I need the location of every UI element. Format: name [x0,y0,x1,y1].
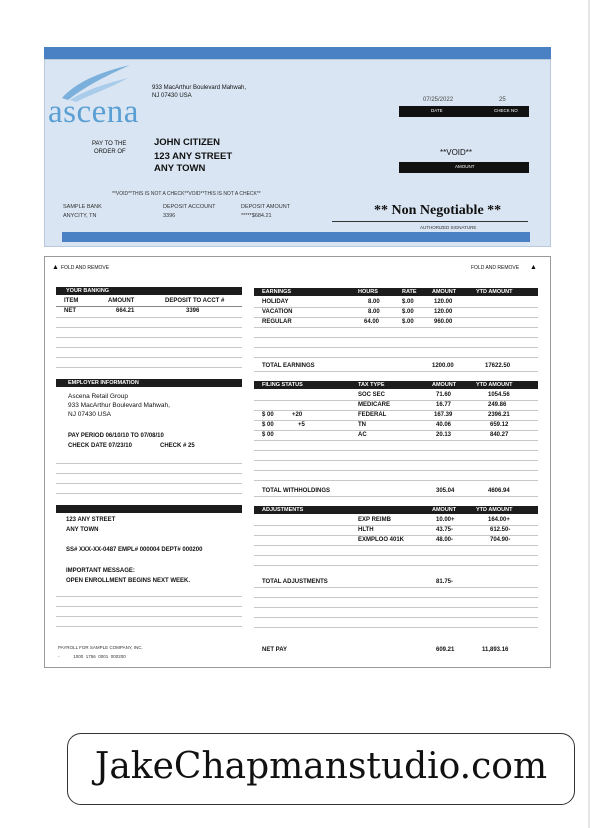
banking-header-item: ITEM [64,298,79,304]
fold-arrow-right-icon: ▲ [530,264,537,271]
payee-street: 123 ANY STREET [154,151,233,162]
tax-filing: $ 00 [262,422,274,428]
deposit-account-value: 3396 [163,213,176,219]
adjustments-header-title: ADJUSTMENTS [262,507,304,513]
earnings-rate: $.00 [402,319,414,325]
important-message-title: IMPORTANT MESSAGE: [66,568,135,574]
adjustments-total-label: TOTAL ADJUSTMENTS [262,579,328,585]
earnings-amount: 120.00 [434,309,453,315]
tax-header-ytd: YTD AMOUNT [476,382,513,388]
earnings-rate: $.00 [402,309,414,315]
adjustment-type: HLTH [358,527,374,533]
earnings-header-amount: AMOUNT [432,289,457,295]
fold-label-left: FOLD AND REMOVE [61,265,110,271]
tax-amount: 40.06 [436,422,452,428]
tax-amount: 20.13 [436,432,452,438]
tax-allowances: +5 [298,422,305,428]
deposit-amount-value: *****$684.21 [241,213,272,219]
pay-to-label-2: ORDER OF [94,149,126,155]
payroll-line: PAYROLL FOR SAMPLE COMPANY, INC. [58,645,143,650]
earnings-hours: 64.00 [364,319,380,325]
adjustments-header-ytd: YTD AMOUNT [476,507,513,513]
employer-title-bar [56,379,242,387]
tax-type: MEDICARE [358,402,391,408]
earnings-total-label: TOTAL EARNINGS [262,363,315,369]
earnings-hours: 8.00 [368,299,380,305]
pay-period: PAY PERIOD 06/10/10 TO 07/08/10 [68,433,164,439]
employer-title: EMPLOYER INFORMATION [68,380,139,386]
check-top-bar [44,47,551,59]
earnings-header-earnings: EARNINGS [262,289,292,295]
earnings-header-hours: HOURS [358,289,378,295]
earnings-type: VACATION [262,309,293,315]
table-row [56,307,242,315]
tax-total-row [254,487,538,495]
bank-city: ANYCITY, TN [63,213,97,219]
tax-type: TN [358,422,366,428]
table-row [254,516,538,524]
pay-to-label-1: PAY TO THE [92,141,127,147]
banking-title: YOUR BANKING [66,288,110,294]
tax-total-amount: 305.04 [436,488,455,494]
earnings-header-rate: RATE [402,289,417,295]
check-number-value: 25 [499,97,506,103]
deposit-amount-label: DEPOSIT AMOUNT [241,204,291,210]
table-row [254,308,538,316]
adjustment-ytd: 164.00+ [488,517,510,523]
adjustment-amount: 43.75- [436,527,454,533]
net-pay-label: NET PAY [262,647,288,653]
adjustment-amount: 48.00- [436,537,454,543]
fold-arrow-left-icon: ▲ [52,264,59,271]
void-amount: **VOID** [440,148,473,157]
banking-amount: 664.21 [116,308,135,314]
tax-amount: 167.39 [434,412,453,418]
non-negotiable-text: ** Non Negotiable ** [374,203,502,218]
tax-ytd: 1054.56 [488,392,510,398]
banking-item: NET [64,308,76,314]
date-checkno-bar [399,106,529,117]
banking-title-bar [56,287,242,295]
earnings-header-ytd: YTD AMOUNT [476,289,513,295]
banking-header-amount: AMOUNT [108,298,135,304]
tax-header-bar [254,381,538,389]
tax-total-ytd: 4606.94 [488,488,510,494]
table-row [254,391,538,399]
tax-filing: $ 00 [262,432,274,438]
payee-city: ANY TOWN [154,163,206,174]
tax-amount: 16.77 [436,402,452,408]
watermark-text: JakeChapmanstudio.com [94,746,548,787]
check-bottom-bar [62,232,530,242]
amount-label: AMOUNT [455,164,475,169]
adjustments-total-row [254,578,538,586]
adjustments-total-amount: 81.75- [436,579,454,585]
table-row [254,411,538,419]
void-notice: **VOID**THIS IS NOT A CHECK**VOID**THIS IS NOT A CHECK** [112,191,261,197]
tax-type: AC [358,432,367,438]
adjustment-amount: 10.00+ [436,517,455,523]
employer-name: Ascena Retail Group [68,393,128,400]
adjustment-ytd: 612.50- [490,527,511,533]
table-row [254,298,538,306]
adjustment-type: EXP REIMB [358,517,391,523]
signature-label: AUTHORIZED SIGNATURE [420,225,477,230]
tax-header-type: TAX TYPE [358,382,385,388]
employee-ids: SS# XXX-XX-0487 EMPL# 000004 DEPT# 000200 [66,547,203,553]
net-pay-amount: 609.21 [436,647,455,653]
tax-header-filing: FILING STATUS [262,382,303,388]
earnings-amount: 960.00 [434,319,453,325]
table-row [254,401,538,409]
check-no-label: CHECK NO [494,108,518,113]
check-date-value: 07/25/2022 [423,97,454,103]
adjustments-header-bar [254,506,538,514]
net-pay-ytd: 11,893.16 [482,647,509,653]
check-company-address-line1: 933 MacArthur Boulevard Mahwah, [152,85,247,91]
amount-bar [399,162,529,173]
payroll-codes: - 1000 1756 0001 000200 [58,654,126,659]
check-company-address-line2: NJ 07430 USA [152,93,192,99]
tax-allowances: +20 [292,412,303,418]
date-label: DATE [431,108,443,113]
table-row [254,536,538,544]
deposit-account-label: DEPOSIT ACCOUNT [163,204,216,210]
banking-header-row [56,297,242,305]
adjustment-ytd: 704.90- [490,537,511,543]
earnings-header-bar [254,288,538,296]
employee-city: ANY TOWN [66,527,99,533]
earnings-total-amount: 1200.00 [432,363,454,369]
earnings-type: REGULAR [262,319,292,325]
banking-header-deposit: DEPOSIT TO ACCT # [165,298,225,304]
signature-line [332,221,528,222]
net-pay-row [254,646,538,654]
employee-street: 123 ANY STREET [66,517,116,523]
earnings-total-row [254,362,538,370]
table-row [254,421,538,429]
tax-type: SOC SEC [358,392,386,398]
tax-header-amount: AMOUNT [432,382,457,388]
earnings-type: HOLIDAY [262,299,289,305]
page-edge [588,0,590,828]
banking-account: 3396 [186,308,200,314]
employer-check-number: CHECK # 25 [160,443,195,449]
important-message: OPEN ENROLLMENT BEGINS NEXT WEEK. [66,578,191,584]
table-row [254,318,538,326]
employee-bar [56,505,242,513]
earnings-amount: 120.00 [434,299,453,305]
payee-name: JOHN CITIZEN [154,137,220,148]
tax-total-label: TOTAL WITHHOLDINGS [262,488,330,494]
tax-ytd: 249.86 [488,402,507,408]
employer-address1: 933 MacArthur Boulevard Mahwah, [68,402,170,409]
earnings-total-ytd: 17622.50 [485,363,511,369]
earnings-hours: 8.00 [368,309,380,315]
tax-filing: $ 00 [262,412,274,418]
tax-ytd: 659.12 [490,422,509,428]
company-logo: ascena [48,94,139,130]
table-row [254,431,538,439]
employer-address2: NJ 07430 USA [68,411,111,418]
fold-label-right: FOLD AND REMOVE [471,265,520,271]
table-row [254,526,538,534]
adjustment-type: EXMPLOO 401K [358,537,405,543]
tax-amount: 71.60 [436,392,452,398]
check-date: CHECK DATE 07/23/10 [68,443,132,449]
tax-type: FEDERAL [358,412,387,418]
earnings-rate: $.00 [402,299,414,305]
tax-ytd: 2396.21 [488,412,510,418]
bank-name: SAMPLE BANK [63,204,102,210]
adjustments-header-amount: AMOUNT [432,507,457,513]
tax-ytd: 840.27 [490,432,509,438]
